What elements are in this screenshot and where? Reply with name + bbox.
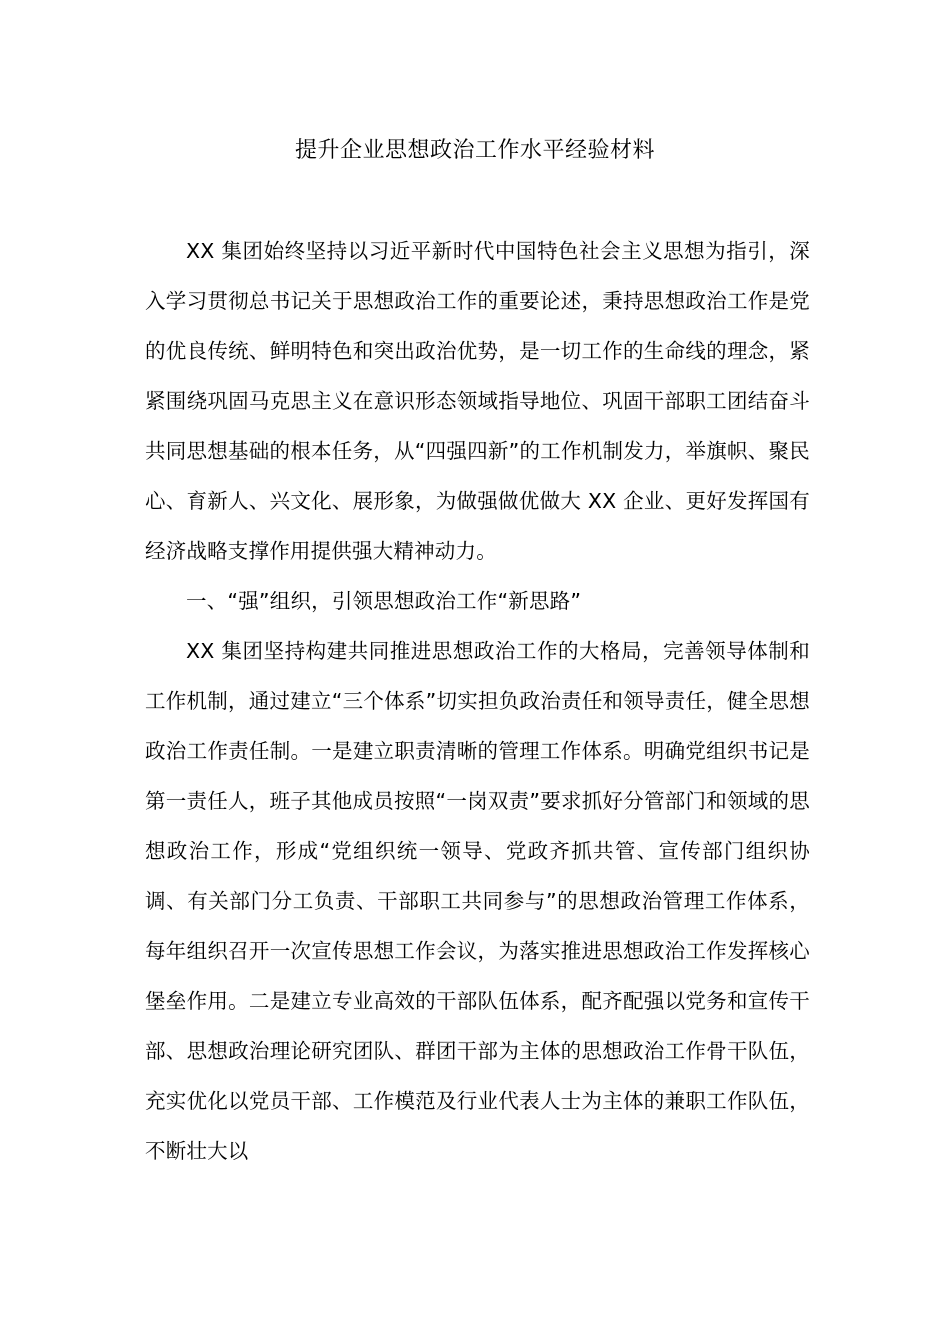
document-title: 提升企业思想政治工作水平经验材料 [294,138,655,163]
section-paragraph: XX 集团坚持构建共同推进思想政治工作的大格局，完善领导体制和工作机制，通过建立“三个体系”切实担负政治责任和领导责任，健全思想政治工作责任制。一是建立职责清晰的管理工作体系。明确党组织书记是第一责任人，班子其他成员按照“一岗双责”要求抓好分管部门和领域的思想政治工作，形成“党组织统一领导、党政齐抓共管、宣传部门组织协调、有关部门分工负责、干部职工共同参与”的思想政治管理工作体系，每年组织召开一次宣传思想工作会议，为落实推进思想政治工作发挥核心堡垒作用。二是建立专业高效的干部队伍体系，配齐配强以党务和宣传干部、思想政治理论研究团队、群团干部为主体的思想政治工作骨干队伍，充实优化以党员干部、工作模范及行业代表人士为主体的兼职工作队伍，不断壮大以 [145,639,810,1163]
section-heading: 一、“强”组织，引领思想政治工作“新思路” [186,589,582,613]
document-body [145,226,810,1176]
intro-paragraph: XX 集团始终坚持以习近平新时代中国特色社会主义思想为指引，深入学习贯彻总书记关于思想政治工作的重要论述，秉持思想政治工作是党的优良传统、鲜明特色和突出政治优势，是一切工作的生命线的理念，紧紧围绕巩固马克思主义在意识形态领域指导地位、巩固干部职工团结奋斗共同思想基础的根本任务，从“四强四新”的工作机制发力，举旗帜、聚民心、育新人、兴文化、展形象，为做强做优做大 XX 企业、更好发挥国有经济战略支撑作用提供强大精神动力。 [145,239,810,563]
